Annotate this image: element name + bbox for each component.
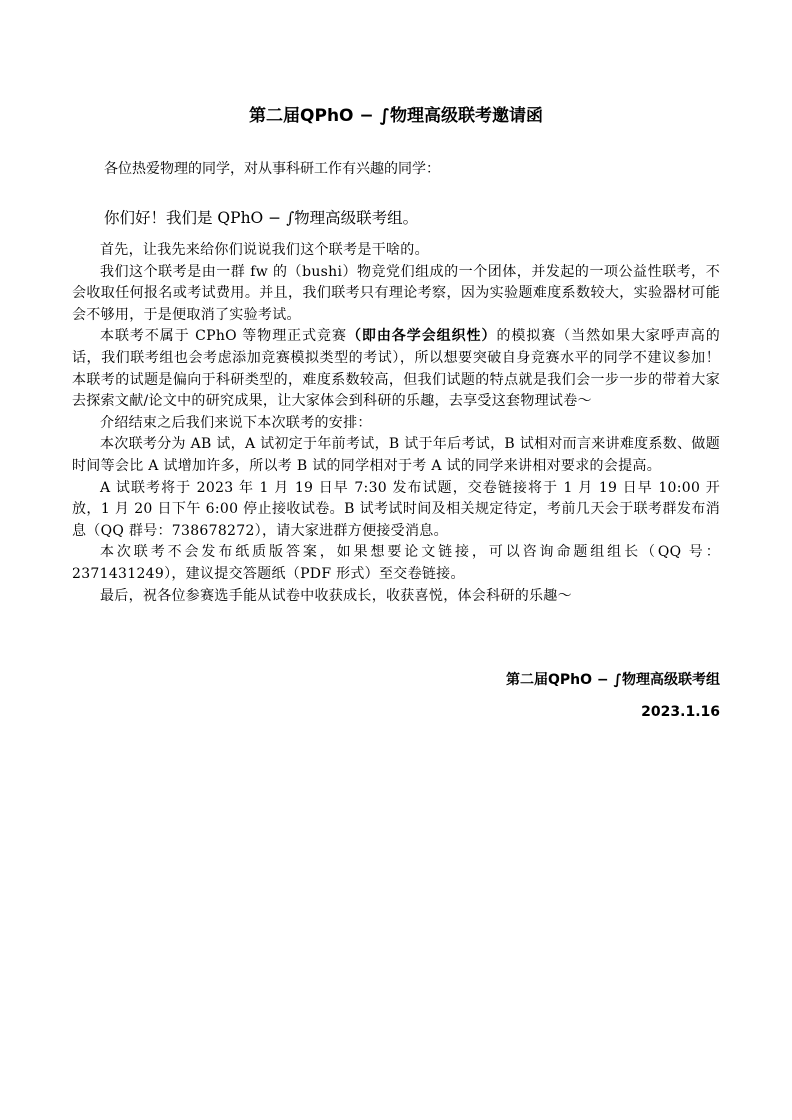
paragraph-closing: 最后，祝各位参赛选手能从试卷中收获成长，收获喜悦，体会科研的乐趣～ xyxy=(100,587,572,604)
salutation-line: 各位热爱物理的同学，对从事科研工作有兴趣的同学： xyxy=(104,161,440,177)
paragraph-arrangement-intro: 介绍结束之后我们来说下本次联考的安排： xyxy=(100,414,372,431)
bold-note: （即由各学会组织性） xyxy=(346,328,497,345)
signature-date: 2023.1.16 xyxy=(641,704,720,720)
document-body xyxy=(72,240,720,607)
greeting-line: 你们好！我们是 QPhO − ∫物理高级联考组。 xyxy=(104,209,419,227)
paragraph-schedule: A 试联考将于 2023 年 1 月 19 日早 7:30 发布试题，交卷链接将于 1 月 19 日早 10:00 开放，1 月 20 日下午 6:00 停止接收试卷。B 试考试时间及相关规定待定，考前几天会于联考群发布消息（QQ 群号：738678272），请大家进群方便接受消息。 xyxy=(72,479,720,539)
document-title: 第二届QPhO − ∫物理高级联考邀请函 xyxy=(249,106,543,126)
paragraph-intro: 首先，让我先来给你们说说我们这个联考是干啥的。 xyxy=(100,242,429,258)
paragraph-competition-type xyxy=(72,326,720,412)
signature-organizer: 第二届QPhO − ∫物理高级联考组 xyxy=(505,672,720,688)
paragraph-text: 本联考不属于 CPhO 等物理正式竞赛 xyxy=(100,328,347,345)
paragraph-text: 的模拟赛（当然如果大家呼声高的话，我们联考组也会考虑添加竞赛模拟类型的考试），所以想要突破自身竞赛水平的同学不建议参加！本联考的试题是偏向于科研类型的，难度系数较高，但我们试题的特点就是我们会一步一步的带着大家去探索文献/论文中的研究成果，让大家体会到科研的乐趣，去享受这套物理试卷～ xyxy=(72,328,721,410)
signature-block xyxy=(506,664,720,728)
paragraph-ab-tests: 本次联考分为 AB 试，A 试初定于年前考试，B 试于年后考试，B 试相对而言来讲难度系数、做题时间等会比 A 试增加许多，所以考 B 试的同学相对于考 A 试的同学来讲相对要求的会提高。 xyxy=(72,436,720,474)
paragraph-about-team: 我们这个联考是由一群 fw 的（bushi）物竞党们组成的一个团体，并发起的一项公益性联考，不会收取任何报名或考试费用。并且，我们联考只有理论考察，因为实验题难度系数较大，实验器材可能会不够用，于是便取消了实验考试。 xyxy=(72,263,720,323)
paragraph-answers: 本次联考不会发布纸质版答案，如果想要论文链接，可以咨询命题组组长（QQ 号：2371431249），建议提交答题纸（PDF 形式）至交卷链接。 xyxy=(72,544,720,582)
